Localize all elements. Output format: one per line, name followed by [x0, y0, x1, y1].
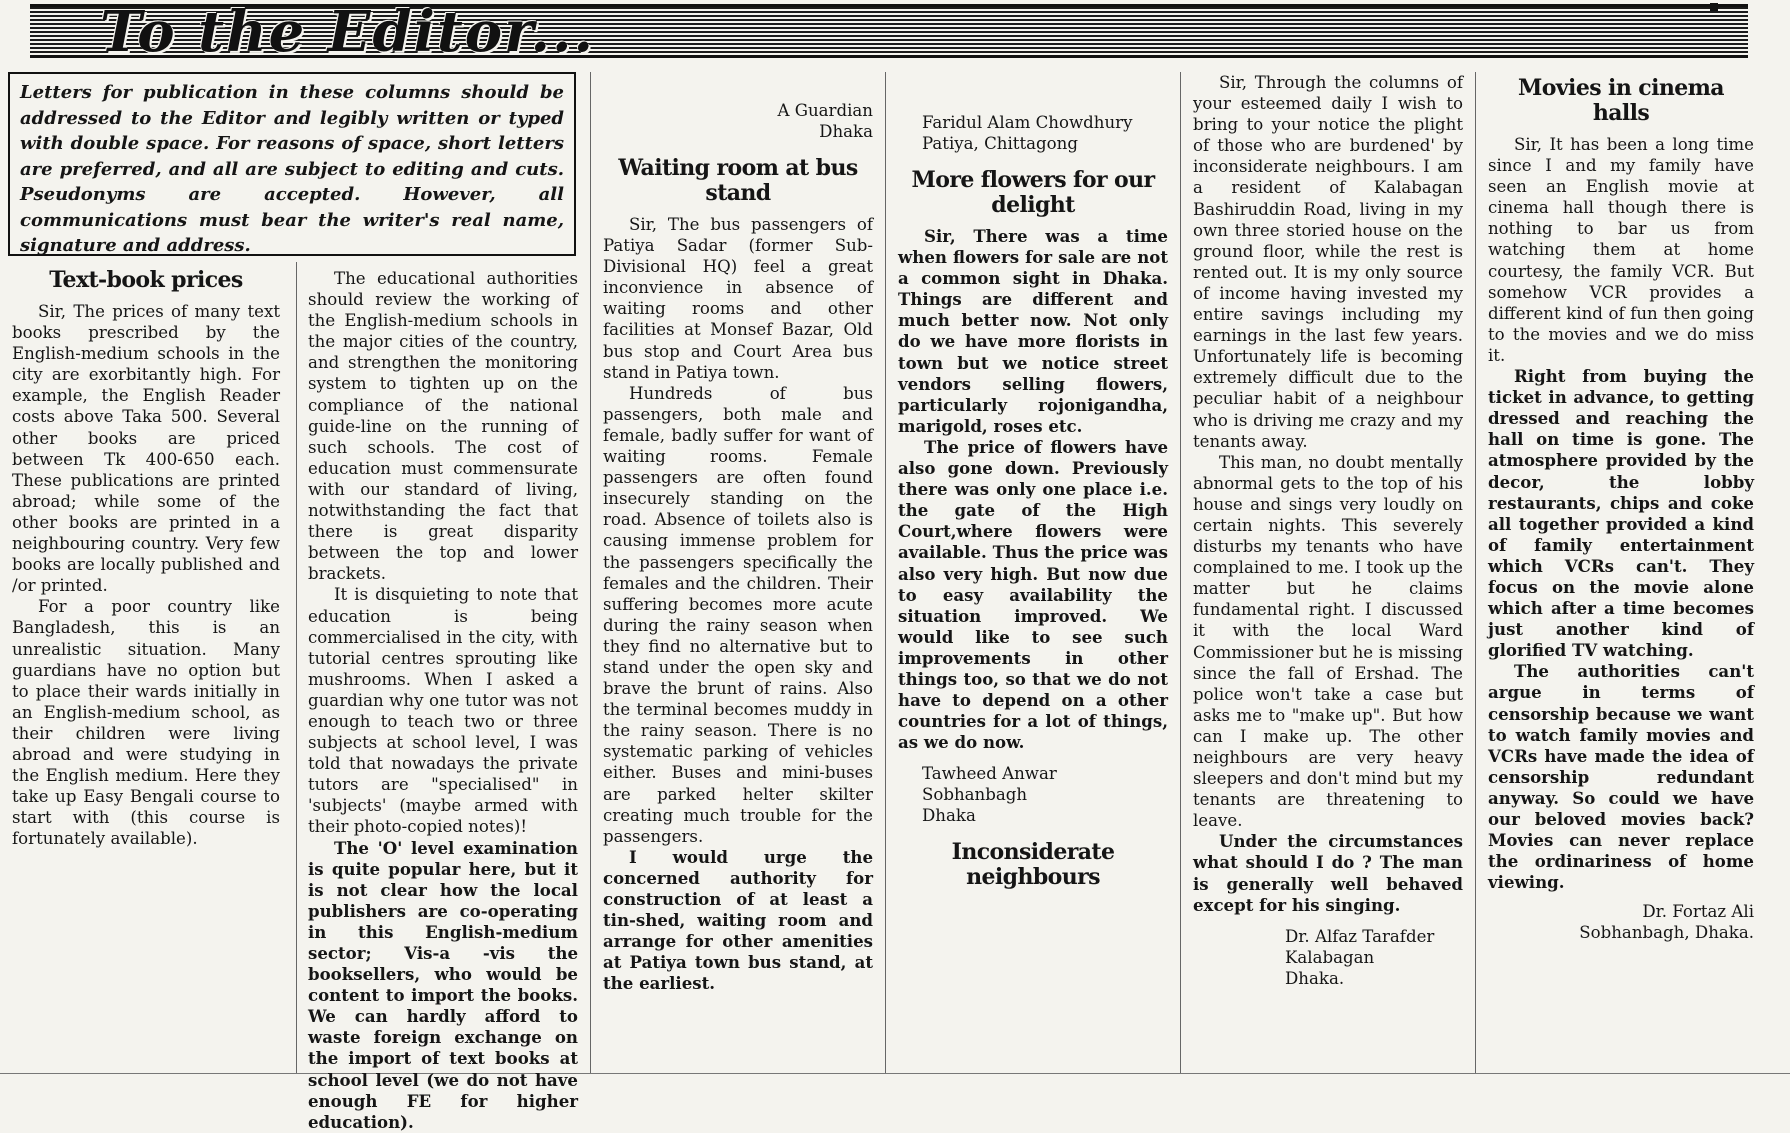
letter-paragraph: Sir, There was a time when flowers for sale are not a common sight in Dhaka. Things are different and much better now. Not only do we have more florists in town but we notice street vendors selling flowers, particularly rojonigandha, marigold, roses etc. [898, 226, 1168, 436]
column-rule [1180, 72, 1181, 1074]
banner-ornament [1710, 3, 1718, 11]
signature-place: Dhaka. [1285, 968, 1345, 988]
signature-movies [1488, 901, 1754, 943]
masthead-banner [30, 0, 1748, 65]
submission-notice: Letters for publication in these columns should be addressed to the Editor and legibly written or typed with double space. For reasons of space, short letters are preferred, and all are subject to editing and cuts. Pseudonyms are accepted. However, all communications must bear the writer's real name, signature and address. [8, 72, 576, 256]
signature-place: Patiya, Chittagong [922, 134, 1078, 153]
signature-area: Kalabagan [1285, 947, 1375, 967]
column-rule [1475, 72, 1476, 1074]
headline-textbook-prices: Text-book prices [49, 267, 243, 293]
signature-place: Sobhanbagh, Dhaka. [1579, 923, 1754, 943]
column-1 [12, 262, 280, 1074]
letter-paragraph: Hundreds of bus passengers, both male and female, badly suffer for want of waiting rooms. Female passengers are often found insecurely standing on the road. Absence of toilets also is causing immense problem for the passengers specifically the females and the children. Their suffering becomes more acute during the rainy season when they find no alternative but to stand under the open sky and brave the brunt of rains. Also the terminal becomes muddy in the rainy season. There is no systematic parking of vehicles either. Buses and mini-buses are parked helter skilter creating much trouble for the passengers. [603, 383, 873, 846]
signature-name: A Guardian [777, 101, 873, 120]
headline-waiting-room: Waiting room at bus stand [618, 155, 858, 206]
signature-place: Dhaka [922, 806, 976, 826]
column-5 [1193, 72, 1463, 1074]
letter-paragraph: The authorities can't argue in terms of censorship because we want to watch family movies and VCRs have made the idea of censorship redundant anyway. So could we have our beloved movies back? Movies can never replace the ordinariness of home viewing. [1488, 661, 1754, 893]
letter-paragraph: Under the circumstances what should I do ? The man is generally well behaved except for his singing. [1193, 831, 1463, 915]
letter-paragraph: Sir, Through the columns of your esteemed daily I wish to bring to your notice the plight of those who are burdened' by inconsiderate neighbours. I am a resident of Kalabagan Bashiruddin Road, living in my own three storied house on the ground floor, while the rest is rented out. It is my only source of income having invested my entire savings including my earnings in the last few years. Unfortunately life is becoming extremely difficult due to the peculiar habit of a neighbour who is driving me crazy and my tenants away. [1193, 73, 1463, 451]
column-rule [885, 72, 886, 1074]
letter-paragraph: The 'O' level examination is quite popular here, but it is not clear how the local publishers are co-operating in this English-medium sector; Vis-a -vis the booksellers, who would be content to import the books. We can hardly afford to waste foreign exchange on the import of text books at school level (we do not have enough FE for higher education). [308, 837, 578, 1132]
letter-paragraph: Sir, The prices of many text books prescribed by the English-medium schools in the city are exorbitantly high. For example, the English Reader costs above Taka 500. Several other books are priced between Tk 400-650 each. These publications are printed abroad; while some of the other books are printed in a neighbouring country. Very few books are locally published and /or printed. [12, 302, 280, 596]
column-4 [898, 72, 1168, 1074]
signature-waiting [922, 112, 1168, 154]
headline-movies: Movies in cinema halls [1518, 75, 1724, 126]
signature-place: Dhaka [819, 122, 873, 141]
headline-more-flowers: More flowers for our delight [911, 167, 1155, 218]
column-6 [1488, 72, 1754, 1074]
column-2 [308, 268, 578, 1132]
signature-textbook [603, 100, 873, 142]
signature-name: Dr. Fortaz Ali [1642, 902, 1754, 922]
letter-paragraph: Sir, The bus passengers of Patiya Sadar (former Sub-Divisional HQ) feel a great inconvience in absence of waiting rooms and other facilities at Monsef Bazar, Old bus stop and Court Area bus stand in Patiya town. [603, 215, 873, 382]
section-title: To the Editor... [100, 0, 595, 65]
letter-paragraph: Right from buying the ticket in advance, to getting dressed and reaching the hall on time is gone. The atmosphere provided by the decor, the lobby restaurants, chips and coke all together provided a kind of family entertainment which VCRs can't. They focus on the movie alone which after a time becomes just another kind of glorified TV watching. [1488, 366, 1754, 661]
column-rule [296, 262, 297, 1074]
signature-neighbours [1285, 926, 1463, 989]
letter-paragraph: Sir, It has been a long time since I and my family have seen an English movie at cinema hall though there is nothing to bar us from watching them at home courtesy, the family VCR. But somehow VCR provides a different kind of fun then going to the movies and we do miss it. [1488, 135, 1754, 365]
headline-inconsiderate-neighbours: Inconsiderate neighbours [951, 839, 1115, 891]
letter-paragraph: This man, no doubt mentally abnormal gets to the top of his house and sings very loudly on certain nights. This severely disturbs my tenants who have complained to me. I took up the matter but he claims fundamental right. I discussed it with the local Ward Commissioner but he is missing since the fall of Ershad. The police won't take a case but asks me to "make up". But how can I make up. The other neighbours are very heavy sleepers and don't mind but my tenants are threatening to leave. [1193, 452, 1463, 831]
letter-paragraph: The price of flowers have also gone down. Previously there was only one place i.e. the gate of the High Court,where flowers were available. Thus the price was also very high. But now due to easy availability the situation improved. We would like to see such improvements in other things too, so that we do not have to depend on a other countries for a lot of things, as we do now. [898, 436, 1168, 753]
letter-paragraph: I would urge the concerned authority for construction of at least a tin-shed, waiting room and arrange for other amenities at Patiya town bus stand, at the earliest. [603, 846, 873, 994]
signature-name: Tawheed Anwar [922, 764, 1057, 784]
letter-paragraph: The educational authorities should review the working of the English-medium schools in the major cities of the country, and strengthen the monitoring system to tighten up on the compliance of the national guide-line on the running of such schools. The cost of education must commensurate with our standard of living, notwithstanding the fact that there is great disparity between the top and lower brackets. [308, 269, 578, 584]
signature-flowers [922, 763, 1168, 826]
letter-paragraph: It is disquieting to note that education is being commercialised in the city, with tutorial centres sprouting like mushrooms. When I asked a guardian why one tutor was not enough to teach two or three subjects at school level, I was told that nowadays the private tutors are "specialised" in 'subjects' (maybe armed with their photo-copied notes)! [308, 585, 578, 837]
signature-area: Sobhanbagh [922, 785, 1028, 805]
signature-name: Dr. Alfaz Tarafder [1285, 926, 1435, 946]
column-rule [590, 72, 591, 1074]
letter-paragraph: For a poor country like Bangladesh, this is an unrealistic situation. Many guardians have no option but to place their wards initially in an English-medium school, as their children were living abroad and were studying in the English medium. Here they take up Easy Bengali course to start with (this course is fortunately available). [12, 597, 280, 849]
column-3 [603, 72, 873, 1074]
signature-name: Faridul Alam Chowdhury [922, 113, 1133, 132]
